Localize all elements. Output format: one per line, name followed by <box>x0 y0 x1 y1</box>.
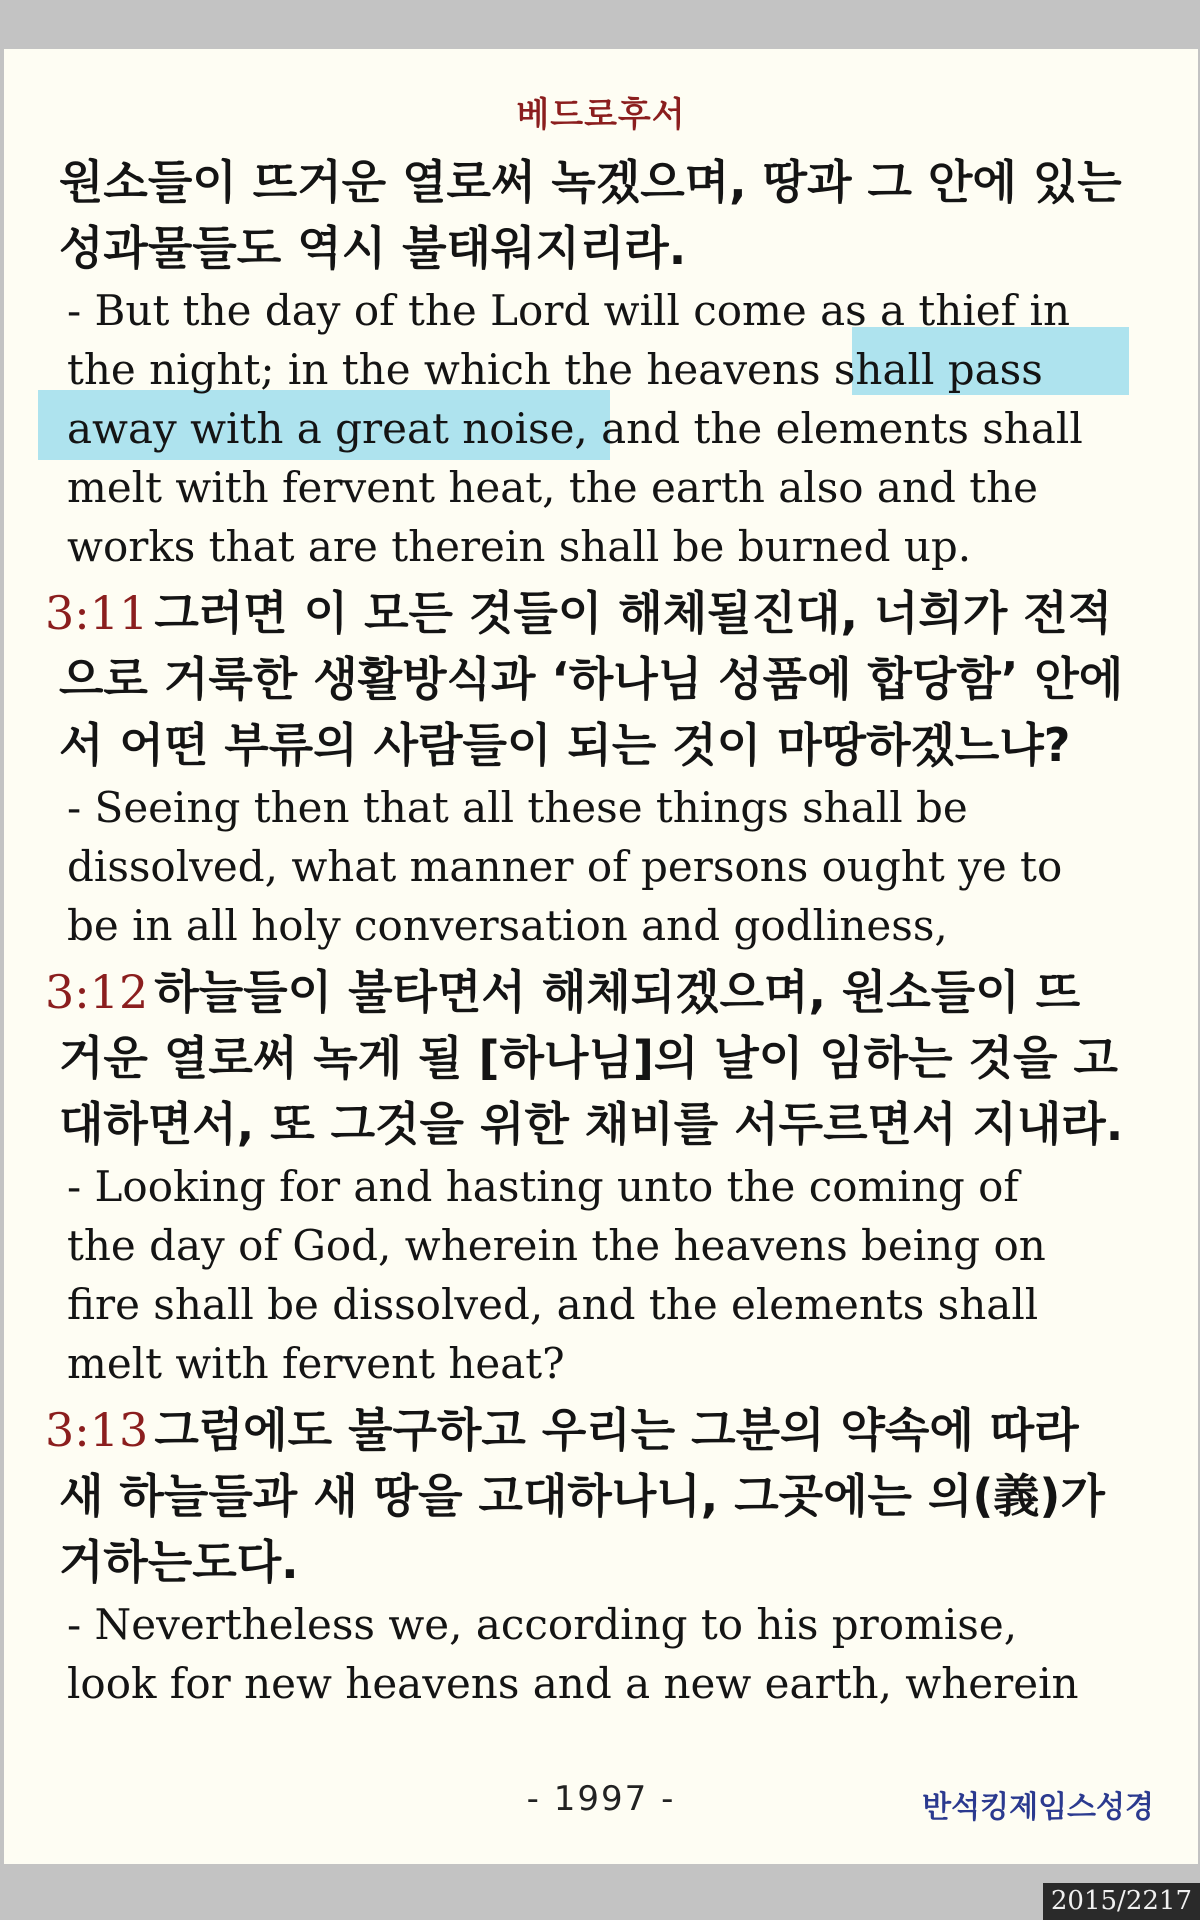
verse-block <box>45 580 1169 955</box>
bible-page <box>4 49 1198 1864</box>
english-line: away with a great noise, and the elements shall <box>67 404 1083 453</box>
page-number: - 1997 - <box>526 1779 676 1819</box>
verse-block <box>59 149 1169 576</box>
english-line: - Looking for and hasting unto the coming of <box>67 1162 1019 1211</box>
english-line: fire shall be dissolved, and the elements shall <box>67 1280 1039 1329</box>
korean-line: 대하면서, 또 그것을 위한 채비를 서두르면서 지내라. <box>59 1097 1124 1151</box>
korean-line: 서 어떤 부류의 사람들이 되는 것이 마땅하겠느냐? <box>59 718 1071 772</box>
verse-number: 3:12 <box>45 965 149 1019</box>
korean-line: 성과물들도 역시 불태워지리라. <box>59 221 687 275</box>
korean-line: 새 하늘들과 새 땅을 고대하나니, 그곳에는 의(義)가 <box>59 1469 1105 1523</box>
korean-line: 원소들이 뜨거운 열로써 녹겠으며, 땅과 그 안에 있는 <box>59 155 1122 209</box>
verse-number: 3:11 <box>45 586 149 640</box>
english-line: works that are therein shall be burned up. <box>67 522 972 571</box>
scripture-text <box>45 149 1169 1717</box>
verse-block <box>45 959 1169 1393</box>
english-line: - Nevertheless we, according to his promise, <box>67 1600 1018 1649</box>
english-line: the night; in the which the heavens shall pass <box>67 345 1043 394</box>
bible-name: 반석킹제임스성경 <box>922 1790 1154 1825</box>
korean-line: 3:12 하늘들이 불타면서 해체되겠으며, 원소들이 뜨 <box>45 965 1081 1019</box>
korean-line: 거운 열로써 녹게 될 [하나님]의 날이 임하는 것을 고 <box>59 1031 1118 1085</box>
verse-number: 3:13 <box>45 1403 149 1457</box>
english-line: dissolved, what manner of persons ought ye to <box>67 842 1063 891</box>
page-counter: 2015/2217 <box>1043 1883 1200 1920</box>
english-line: melt with fervent heat? <box>67 1339 565 1388</box>
korean-line: 으로 거룩한 생활방식과 ‘하나님 성품에 합당함’ 안에 <box>59 652 1124 706</box>
english-line: be in all holy conversation and godliness, <box>67 901 948 950</box>
book-title: 베드로후서 <box>516 95 686 135</box>
english-line: melt with fervent heat, the earth also and the <box>67 463 1039 512</box>
english-line: look for new heavens and a new earth, wherein <box>67 1659 1079 1708</box>
english-line: - Seeing then that all these things shall be <box>67 783 968 832</box>
korean-line: 3:11 그러면 이 모든 것들이 해체될진대, 너희가 전적 <box>45 586 1113 640</box>
korean-line: 3:13 그럼에도 불구하고 우리는 그분의 약속에 따라 <box>45 1403 1079 1457</box>
english-line: - But the day of the Lord will come as a thief in <box>67 286 1070 335</box>
english-line: the day of God, wherein the heavens being on <box>67 1221 1046 1270</box>
verse-block <box>45 1397 1169 1713</box>
korean-line: 거하는도다. <box>59 1535 299 1589</box>
